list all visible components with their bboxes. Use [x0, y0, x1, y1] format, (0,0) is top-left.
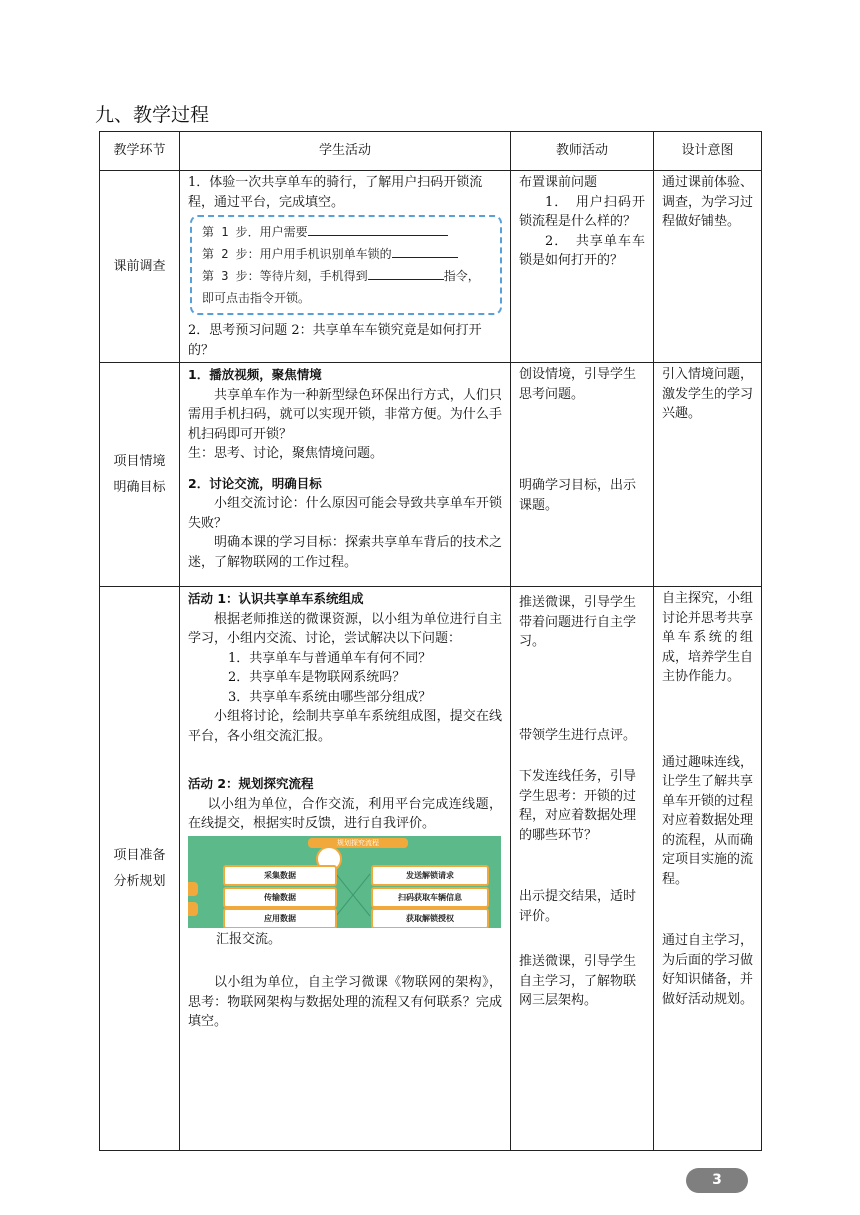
section-title: 九、教学过程	[95, 104, 210, 126]
activity-heading: 活动 2：规划探究流程	[188, 776, 314, 791]
step-text: 第 2 步：用户用手机识别单车锁的	[202, 247, 392, 261]
teacher-text: 推送微课，引导学生带着问题进行自主学习。	[519, 595, 637, 649]
stage-label: 分析规划	[113, 873, 166, 889]
student-activity-cell	[180, 363, 511, 587]
teacher-text: 创设情境，引导学生思考问题。	[519, 367, 637, 402]
student-text: 以小组为单位，合作交流，利用平台完成连线题，在线提交，根据实时反馈，进行自我评价。	[188, 796, 502, 831]
blank-field[interactable]	[392, 245, 458, 258]
teacher-text: 推送微课，引导学生自主学习，了解物联网三层架构。	[519, 954, 637, 1008]
student-activity-cell	[180, 171, 511, 363]
student-text: 1．体验一次共享单车的骑行，了解用户扫码开锁流程，通过平台，完成填空。	[188, 175, 483, 210]
teacher-activity-cell	[511, 171, 654, 363]
activity-heading: 活动 1：认识共享单车系统组成	[188, 591, 364, 606]
header-design-intent: 设计意图	[654, 132, 762, 171]
stage-cell	[100, 363, 180, 587]
stage-label: 项目情境	[113, 453, 166, 469]
blank-field[interactable]	[308, 223, 448, 236]
student-text: 根据老师推送的微课资源，以小组为单位进行自主学习，小组内交流、讨论，尝试解决以下问题：	[188, 611, 502, 646]
teacher-activity-cell	[511, 363, 654, 587]
right-item[interactable]: 发送解锁请求	[371, 865, 489, 886]
teacher-text: 布置课前问题	[519, 175, 598, 190]
teacher-activity-cell	[511, 587, 654, 1151]
side-tab-icon	[188, 902, 198, 916]
student-text: 小组交流讨论：什么原因可能会导致共享单车开锁失败？	[188, 496, 502, 531]
stage-label: 项目准备	[113, 847, 166, 863]
design-intent-cell: 引入情境问题，激发学生的学习兴趣。	[654, 363, 762, 587]
student-text: 共享单车作为一种新型绿色环保出行方式，人们只需用手机扫码，就可以实现开锁，非常方便。为什么手机扫码即可开锁？	[188, 387, 502, 442]
left-item[interactable]: 采集数据	[223, 865, 337, 886]
intent-text: 通过自主学习，为后面的学习做好知识储备，并做好活动规划。	[662, 933, 754, 1007]
right-item[interactable]: 获取解锁授权	[371, 908, 489, 928]
table-row	[100, 587, 762, 1151]
diagram-header: 规划探究流程	[308, 838, 408, 848]
teacher-text: 带领学生进行点评。	[519, 727, 637, 743]
student-text: 2．思考预习问题 2：共享单车车锁究竟是如何打开的？	[188, 323, 482, 358]
teaching-process-table	[99, 131, 762, 1151]
student-text: 明确本课的学习目标：探索共享单车背后的技术之迷，了解物联网的工作过程。	[188, 535, 502, 570]
teacher-text: 明确学习目标，出示课题。	[519, 478, 637, 513]
step-text: 即可点击指令开锁。	[202, 291, 311, 305]
intent-text: 自主探究，小组讨论并思考共享单车系统的组成，培养学生自主协作能力。	[662, 591, 754, 684]
teacher-text: 1． 用户扫码开锁流程是什么样的？	[519, 194, 645, 229]
question-item: 3．共享单车系统由哪些部分组成？	[228, 689, 432, 705]
question-item: 2．共享单车是物联网系统吗？	[228, 670, 406, 685]
right-item[interactable]: 扫码获取车辆信息	[371, 887, 489, 908]
matching-diagram	[188, 836, 501, 928]
intent-text: 通过趣味连线，让学生了解共享单车开锁的过程对应着数据处理的流程，从而确定项目实施的流程。	[662, 754, 754, 887]
blank-field[interactable]	[368, 267, 444, 280]
left-item[interactable]: 应用数据	[223, 908, 337, 928]
stage-label: 明确目标	[113, 479, 166, 495]
student-text: 小组将讨论，绘制共享单车系统组成图，提交在线平台，各小组交流汇报。	[188, 709, 502, 744]
teacher-text: 2． 共享单车车锁是如何打开的？	[519, 233, 645, 268]
step-text: 第 3 步：等待片刻，手机得到	[202, 269, 368, 283]
activity-heading: 2．讨论交流，明确目标	[188, 475, 322, 491]
table-row	[100, 171, 762, 363]
side-tab-icon	[188, 882, 198, 896]
fill-in-steps-box	[190, 215, 502, 315]
student-activity-cell	[180, 587, 511, 1151]
header-student-activity: 学生活动	[180, 132, 511, 171]
header-stage: 教学环节	[100, 132, 180, 171]
step-text: 指令，	[443, 269, 480, 283]
left-item[interactable]: 传输数据	[223, 887, 337, 908]
activity-heading: 1．播放视频，聚焦情境	[188, 367, 322, 382]
table-row	[100, 363, 762, 587]
design-intent-cell	[654, 587, 762, 1151]
design-intent-cell: 通过课前体验、调查，为学习过程做好铺垫。	[654, 171, 762, 363]
stage-cell	[100, 587, 180, 1151]
teacher-text: 下发连线任务，引导学生思考：开锁的过程，对应着数据处理的哪些环节？	[519, 769, 637, 843]
step-text: 第 1 步．用户需要	[202, 225, 308, 239]
student-text: 以小组为单位，自主学习微课《物联网的架构》，思考：物联网架构与数据处理的流程又有何联系？完成填空。	[188, 975, 502, 1029]
table-header-row	[100, 132, 762, 171]
header-teacher-activity: 教师活动	[511, 132, 654, 171]
question-item: 1．共享单车与普通单车有何不同？	[228, 650, 432, 666]
student-text: 汇报交流。	[216, 931, 282, 947]
page-number: 3	[686, 1168, 748, 1193]
teacher-text: 出示提交结果，适时评价。	[519, 889, 637, 924]
student-text: 生：思考、讨论，聚焦情境问题。	[188, 446, 384, 461]
stage-cell: 课前调查	[100, 171, 180, 363]
